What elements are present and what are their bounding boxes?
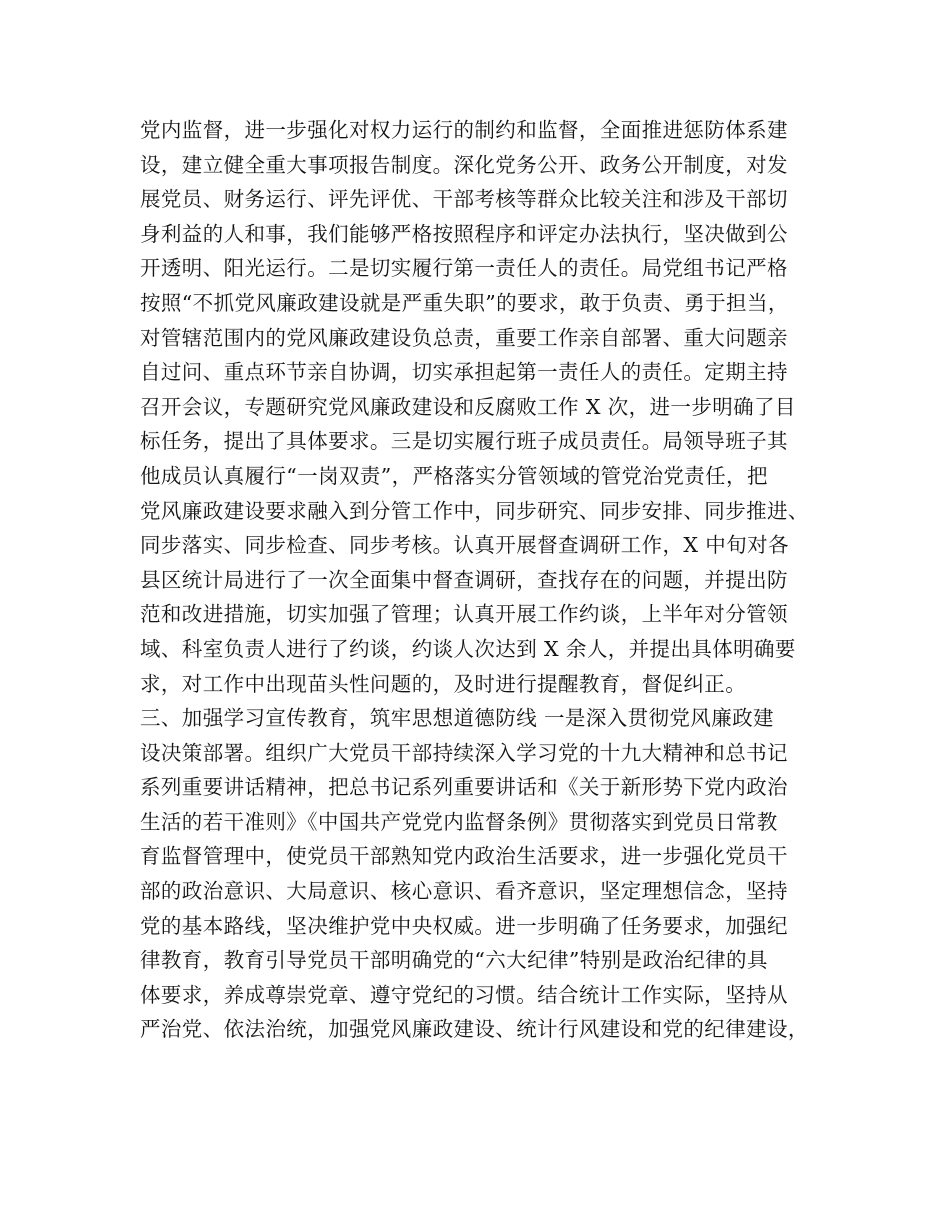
text-line: 同步落实、同步检查、同步考核。认真开展督查调研工作，X 中旬对各: [140, 533, 789, 558]
text-line: 标任务，提出了具体要求。三是切实履行班子成员责任。局领导班子其: [140, 429, 788, 454]
text-line: 他成员认真履行“一岗双责”，严格落实分管领域的管党治党责任，把: [140, 463, 768, 488]
text-line: 生活的若干准则》《中国共产党党内监督条例》贯彻落实到党员日常教: [140, 809, 778, 834]
text-line: 体要求，养成尊崇党章、遵守党纪的习惯。结合统计工作实际，坚持从: [140, 982, 788, 1007]
text-line: 县区统计局进行了一次全面集中督查调研，查找存在的问题，并提出防: [140, 567, 788, 592]
text-line: 自过问、重点环节亲自协调，切实承担起第一责任人的责任。定期主持: [140, 360, 788, 385]
text-line: 按照“不抓党风廉政建设就是严重失职”的要求，敢于负责、勇于担当，: [140, 290, 789, 315]
text-line: 律教育，教育引导党员干部明确党的“六大纪律”特别是政治纪律的具: [140, 948, 768, 973]
text-line: 展党员、财务运行、评先评优、干部考核等群众比较关注和涉及干部切: [140, 187, 788, 212]
text-line: 身利益的人和事，我们能够严格按照程序和评定办法执行，坚决做到公: [140, 221, 788, 246]
text-line: 严治党、依法治统，加强党风廉政建设、统计行风建设和党的纪律建设，: [140, 1017, 809, 1042]
text-line: 系列重要讲话精神，把总书记系列重要讲话和《关于新形势下党内政治: [140, 775, 788, 800]
text-line: 党的基本路线，坚决维护党中央权威。进一步明确了任务要求，加强纪: [140, 913, 788, 938]
text-line: 部的政治意识、大局意识、核心意识、看齐意识，坚定理想信念，坚持: [140, 879, 788, 904]
text-line: 范和改进措施，切实加强了管理；认真开展工作约谈，上半年对分管领: [140, 602, 788, 627]
text-line: 设，建立健全重大事项报告制度。深化党务公开、政务公开制度，对发: [140, 152, 788, 177]
text-line: 育监督管理中，使党员干部熟知党内政治生活要求，进一步强化党员干: [140, 844, 788, 869]
text-line: 求，对工作中出现苗头性问题的，及时进行提醒教育，督促纠正。: [140, 671, 747, 696]
section-heading-line: 三、加强学习宣传教育，筑牢思想道德防线 一是深入贯彻党风廉政建: [140, 706, 774, 731]
text-line: 召开会议，专题研究党风廉政建设和反腐败工作 X 次，进一步明确了目: [140, 394, 796, 419]
text-line: 党风廉政建设要求融入到分管工作中，同步研究、同步安排、同步推进、: [140, 498, 809, 523]
text-line: 域、科室负责人进行了约谈，约谈人次达到 X 余人，并提出具体明确要: [140, 636, 796, 661]
body-text: [140, 113, 830, 1047]
text-line: 对管辖范围内的党风廉政建设负总责，重要工作亲自部署、重大问题亲: [140, 325, 788, 350]
text-line: 开透明、阳光运行。二是切实履行第一责任人的责任。局党组书记严格: [140, 256, 788, 281]
text-line: 设决策部署。组织广大党员干部持续深入学习党的十九大精神和总书记: [140, 740, 788, 765]
text-line: 党内监督，进一步强化对权力运行的制约和监督，全面推进惩防体系建: [140, 118, 788, 142]
